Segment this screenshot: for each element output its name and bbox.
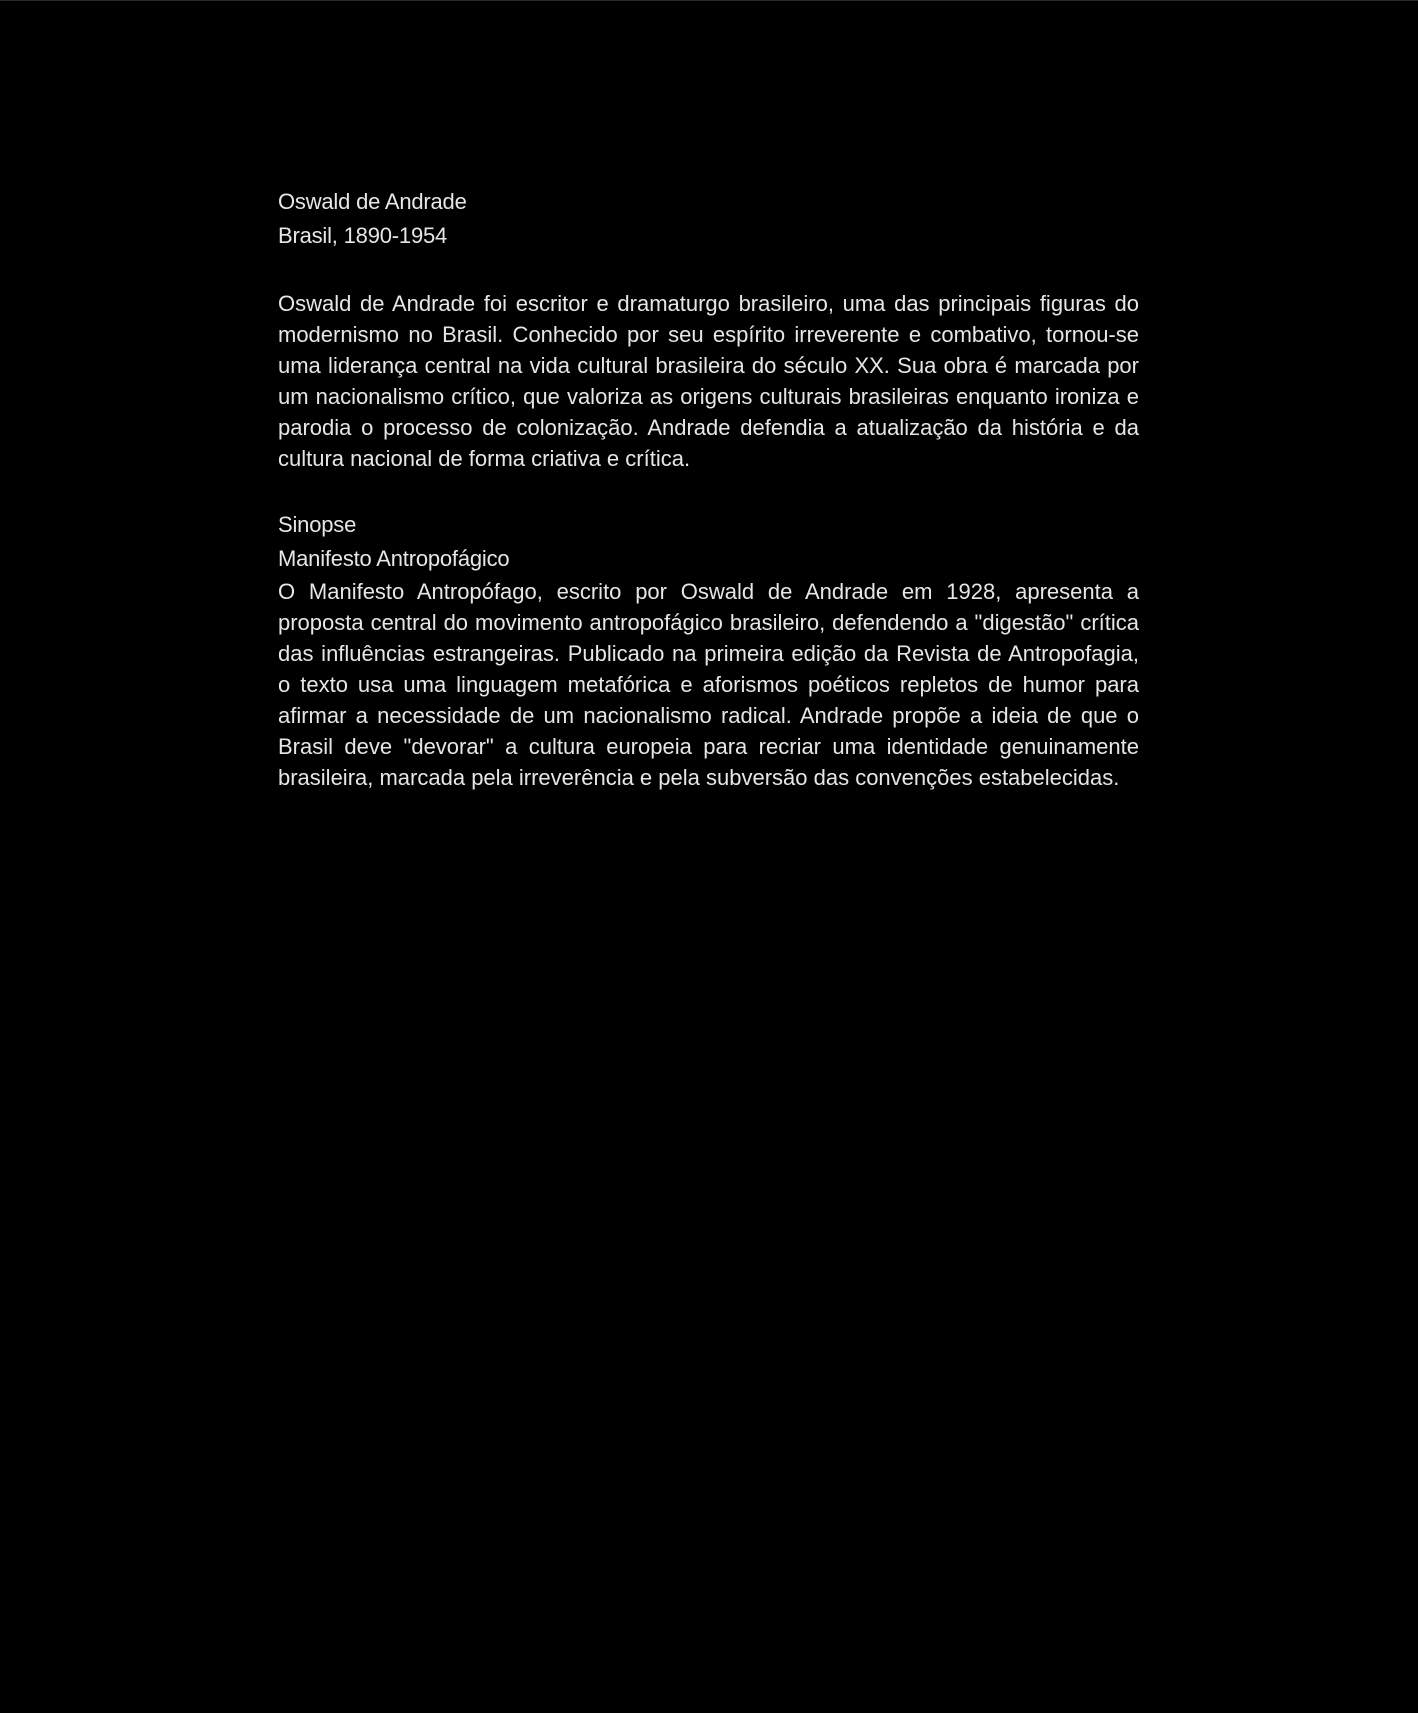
document-content bbox=[278, 185, 1139, 793]
top-border bbox=[0, 0, 1418, 1]
work-title: Manifesto Antropofágico bbox=[278, 546, 510, 571]
synopsis-heading: Sinopse bbox=[278, 512, 357, 537]
author-header bbox=[278, 185, 1139, 253]
author-name: Oswald de Andrade bbox=[278, 189, 467, 214]
synopsis-text: O Manifesto Antropófago, escrito por Oswald de Andrade em 1928, apresenta a proposta central do movimento antropofágico brasileiro, defendendo a "digestão" crítica das influências estrangeiras. Publicado na primeira edição da Revista de Antropofagia, o texto usa uma linguagem metafórica e aforismos poéticos repletos de humor para afirmar a necessidade de um nacionalismo radical. Andrade propõe a ideia de que o Brasil deve "devorar" a cultura europeia para recriar uma identidade genuinamente brasileira, marcada pela irreverência e pela subversão das convenções estabelecidas. bbox=[278, 579, 1139, 790]
synopsis-section bbox=[278, 508, 1139, 793]
author-bio: Oswald de Andrade foi escritor e dramaturgo brasileiro, uma das principais figuras do modernismo no Brasil. Conhecido por seu espírito irreverente e combativo, tornou-se uma liderança central na vida cultural brasileira do século XX. Sua obra é marcada por um nacionalismo crítico, que valoriza as origens culturais brasileiras enquanto ironiza e parodia o processo de colonização. Andrade defendia a atualização da história e da cultura nacional de forma criativa e crítica. bbox=[278, 291, 1139, 471]
author-origin: Brasil, 1890-1954 bbox=[278, 223, 448, 248]
spacer bbox=[278, 253, 1139, 288]
spacer bbox=[278, 474, 1139, 508]
